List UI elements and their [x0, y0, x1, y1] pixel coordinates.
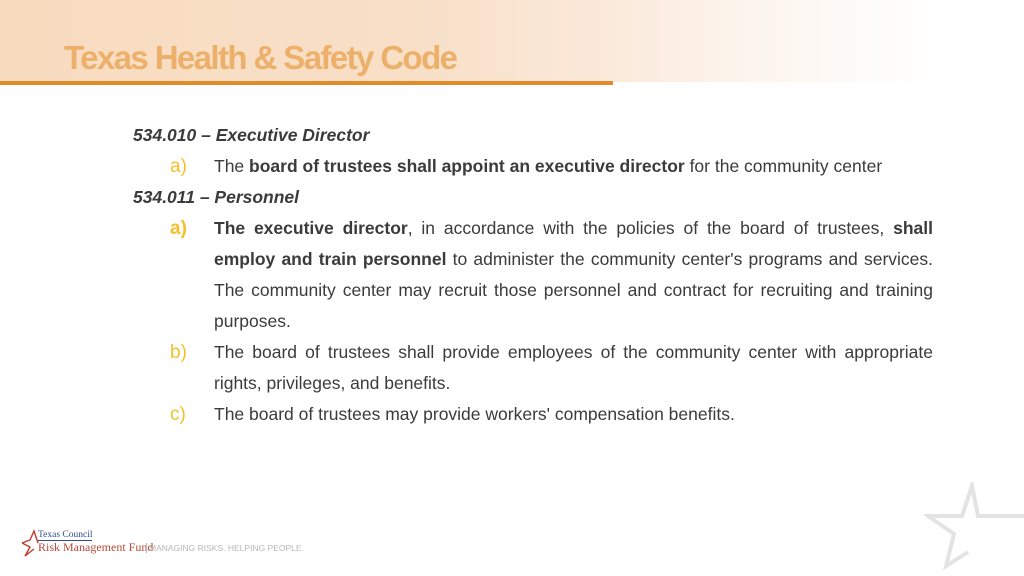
- item-text: The board of trustees shall provide employees of the community center with appropriate rights, privileges, and benefits.: [214, 342, 933, 393]
- item-text: The board of trustees may provide workers' compensation benefits.: [214, 404, 735, 424]
- logo-org-top: Texas Council: [38, 530, 93, 540]
- section-heading-534-011: 534.011 – Personnel: [133, 187, 300, 207]
- star-outline-icon: [924, 482, 1024, 576]
- logo-org-main: Risk Management Fund: [38, 540, 154, 554]
- list-item-534-010-a: [133, 151, 933, 182]
- list-item-534-011-a: [133, 213, 933, 337]
- item-label: c): [170, 404, 186, 425]
- slide-title: Texas Health & Safety Code: [64, 39, 457, 76]
- list-item-534-011-c: [133, 399, 933, 430]
- footer-tagline: MANAGING RISKS. HELPING PEOPLE.: [146, 543, 304, 553]
- section-heading-534-010: 534.010 – Executive Director: [133, 125, 370, 145]
- title-rule: [0, 81, 613, 85]
- list-item-534-011-b: [133, 337, 933, 399]
- item-label: b): [170, 342, 187, 363]
- slide-content: [133, 120, 933, 430]
- item-label: a): [170, 218, 187, 239]
- item-text: The board of trustees shall appoint an executive director for the community center: [214, 156, 883, 176]
- item-label: a): [170, 156, 187, 177]
- item-text: The executive director, in accordance with the policies of the board of trustees, shall employ and train personnel to administer the community center's programs and services. The community center may recruit those personnel and contract for recruiting and training purposes.: [214, 218, 933, 331]
- footer-logo: [22, 529, 342, 559]
